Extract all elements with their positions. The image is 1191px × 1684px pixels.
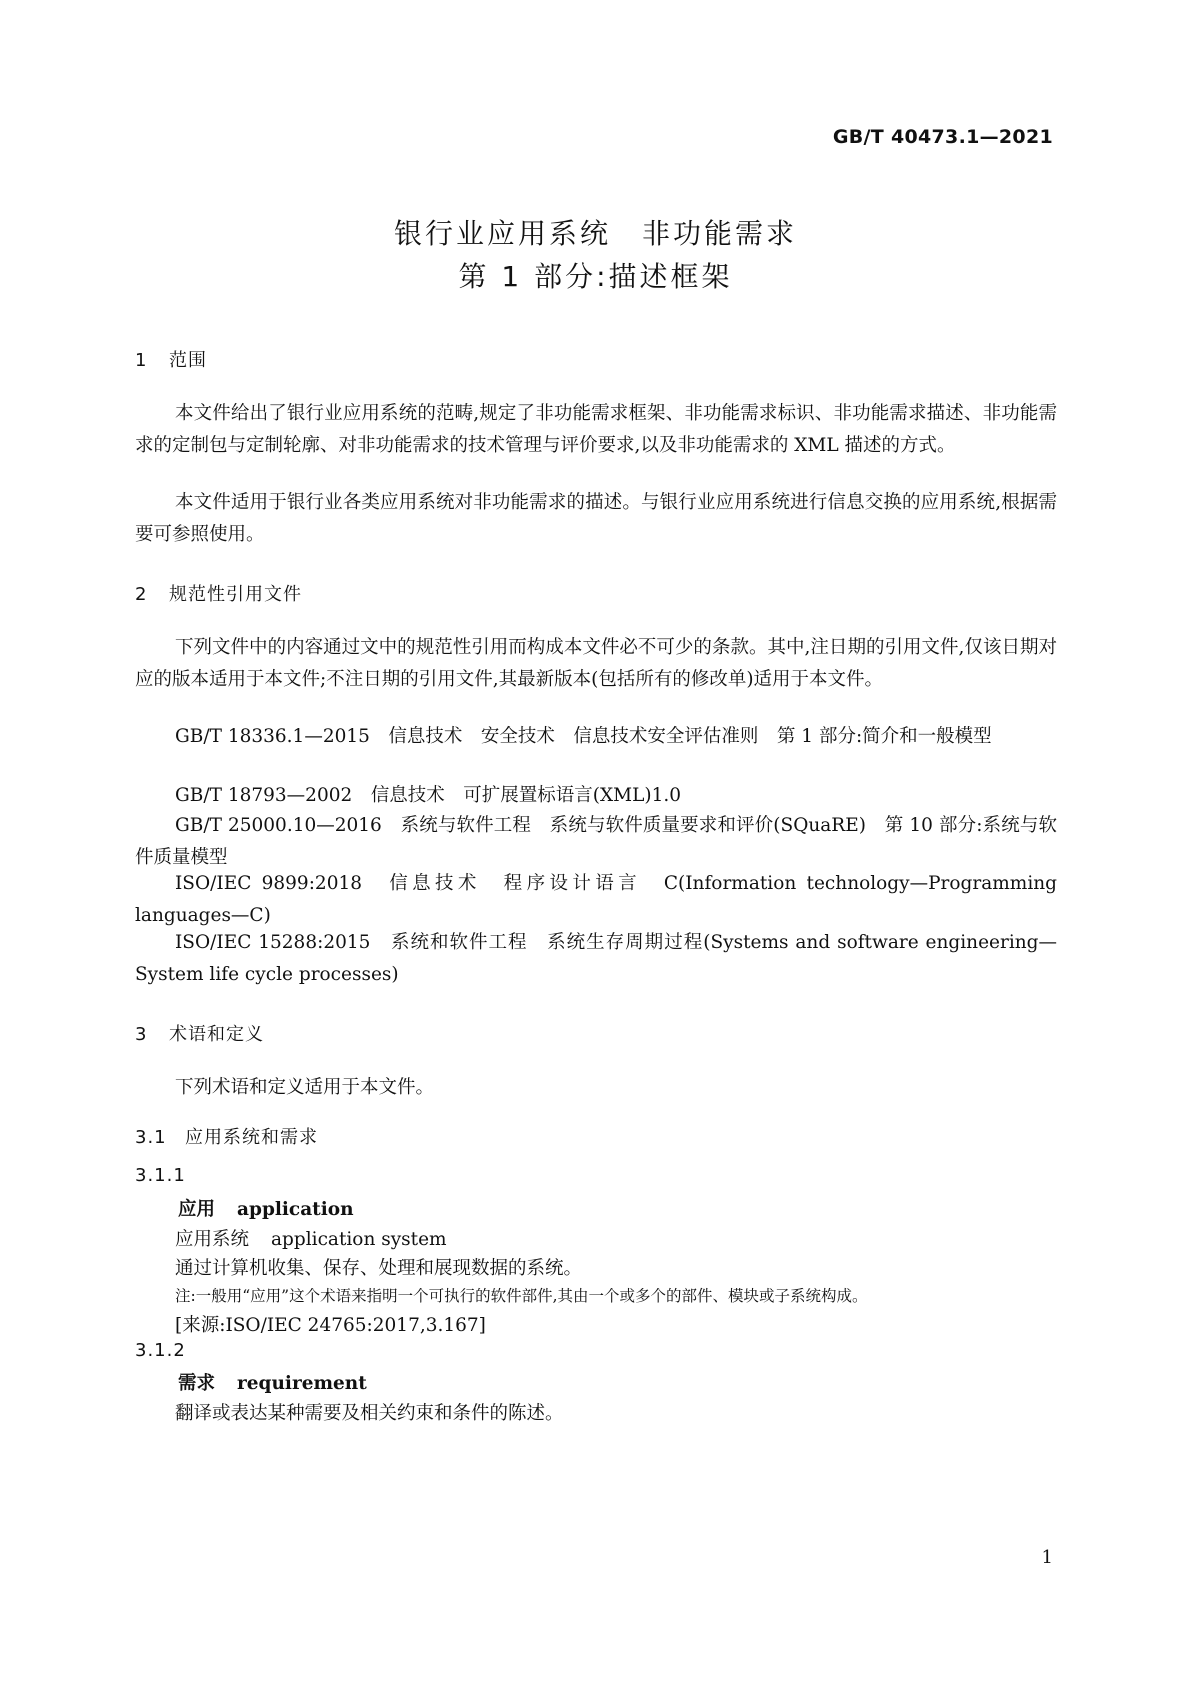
term-en: requirement [237,1373,367,1394]
document-title-line1: 银行业应用系统 非功能需求 [393,217,797,250]
reference-item: ISO/IEC 9899:2018 信息技术 程序设计语言 C(Information technology—Programming languages—C) [135,873,1057,926]
term-zh: 应用 [178,1199,216,1220]
section-2-heading [135,580,302,606]
normative-intro: 下列文件中的内容通过文中的规范性引用而构成本文件必不可少的条款。其中,注日期的引用文件,仅该日期对应的版本适用于本文件;不注日期的引用文件,其最新版本(包括所有的修改单)适用于本文件。 [135,637,1057,690]
section-number: 3 [135,1024,148,1045]
term-definition: 通过计算机收集、保存、处理和展现数据的系统。 [175,1258,583,1279]
section-title: 规范性引用文件 [169,584,302,605]
section-number: 2 [135,584,148,605]
reference-item: ISO/IEC 15288:2015 系统和软件工程 系统生存周期过程(Systems and software engineering—System life cycle processes) [135,932,1057,985]
document-title-line2: 第 1 部分:描述框架 [458,260,733,293]
term-entry [178,1195,354,1221]
term-entry [178,1369,367,1395]
reference-item: GB/T 25000.10—2016 系统与软件工程 系统与软件质量要求和评价(SQuaRE) 第 10 部分:系统与软件质量模型 [135,815,1057,868]
term-number: 3.1.1 [135,1165,186,1186]
scope-paragraph-1: 本文件给出了银行业应用系统的范畴,规定了非功能需求框架、非功能需求标识、非功能需求描述、非功能需求的定制包与定制轮廓、对非功能需求的技术管理与评价要求,以及非功能需求的 XML 描述的方式。 [135,403,1057,456]
synonym-zh: 应用系统 [175,1229,250,1250]
section-3-heading [135,1020,264,1046]
section-title: 术语和定义 [169,1024,264,1045]
term-zh: 需求 [178,1373,216,1394]
term-number: 3.1.2 [135,1340,186,1361]
reference-item: GB/T 18793—2002 信息技术 可扩展置标语言(XML)1.0 [175,785,682,806]
subsection-title: 应用系统和需求 [185,1127,318,1148]
scope-paragraph-2: 本文件适用于银行业各类应用系统对非功能需求的描述。与银行业应用系统进行信息交换的应用系统,根据需要可参照使用。 [135,492,1057,545]
standard-number: GB/T 40473.1—2021 [832,126,1053,148]
page-number: 1 [1041,1547,1053,1568]
term-source: [来源:ISO/IEC 24765:2017,3.167] [175,1315,486,1336]
subsection-3-1-heading [135,1123,318,1149]
terms-intro: 下列术语和定义适用于本文件。 [175,1077,435,1098]
subsection-number: 3.1 [135,1127,167,1148]
term-definition: 翻译或表达某种需要及相关约束和条件的陈述。 [175,1403,564,1424]
term-synonym [175,1225,447,1251]
term-note: 注:一般用“应用”这个术语来指明一个可执行的软件部件,其由一个或多个的部件、模块或子系统构成。 [175,1287,868,1305]
section-title: 范围 [169,350,207,371]
synonym-en: application system [271,1229,447,1250]
section-number: 1 [135,350,148,371]
reference-item: GB/T 18336.1—2015 信息技术 安全技术 信息技术安全评估准则 第 1 部分:简介和一般模型 [175,726,992,747]
section-1-heading [135,346,207,372]
term-en: application [237,1199,354,1220]
